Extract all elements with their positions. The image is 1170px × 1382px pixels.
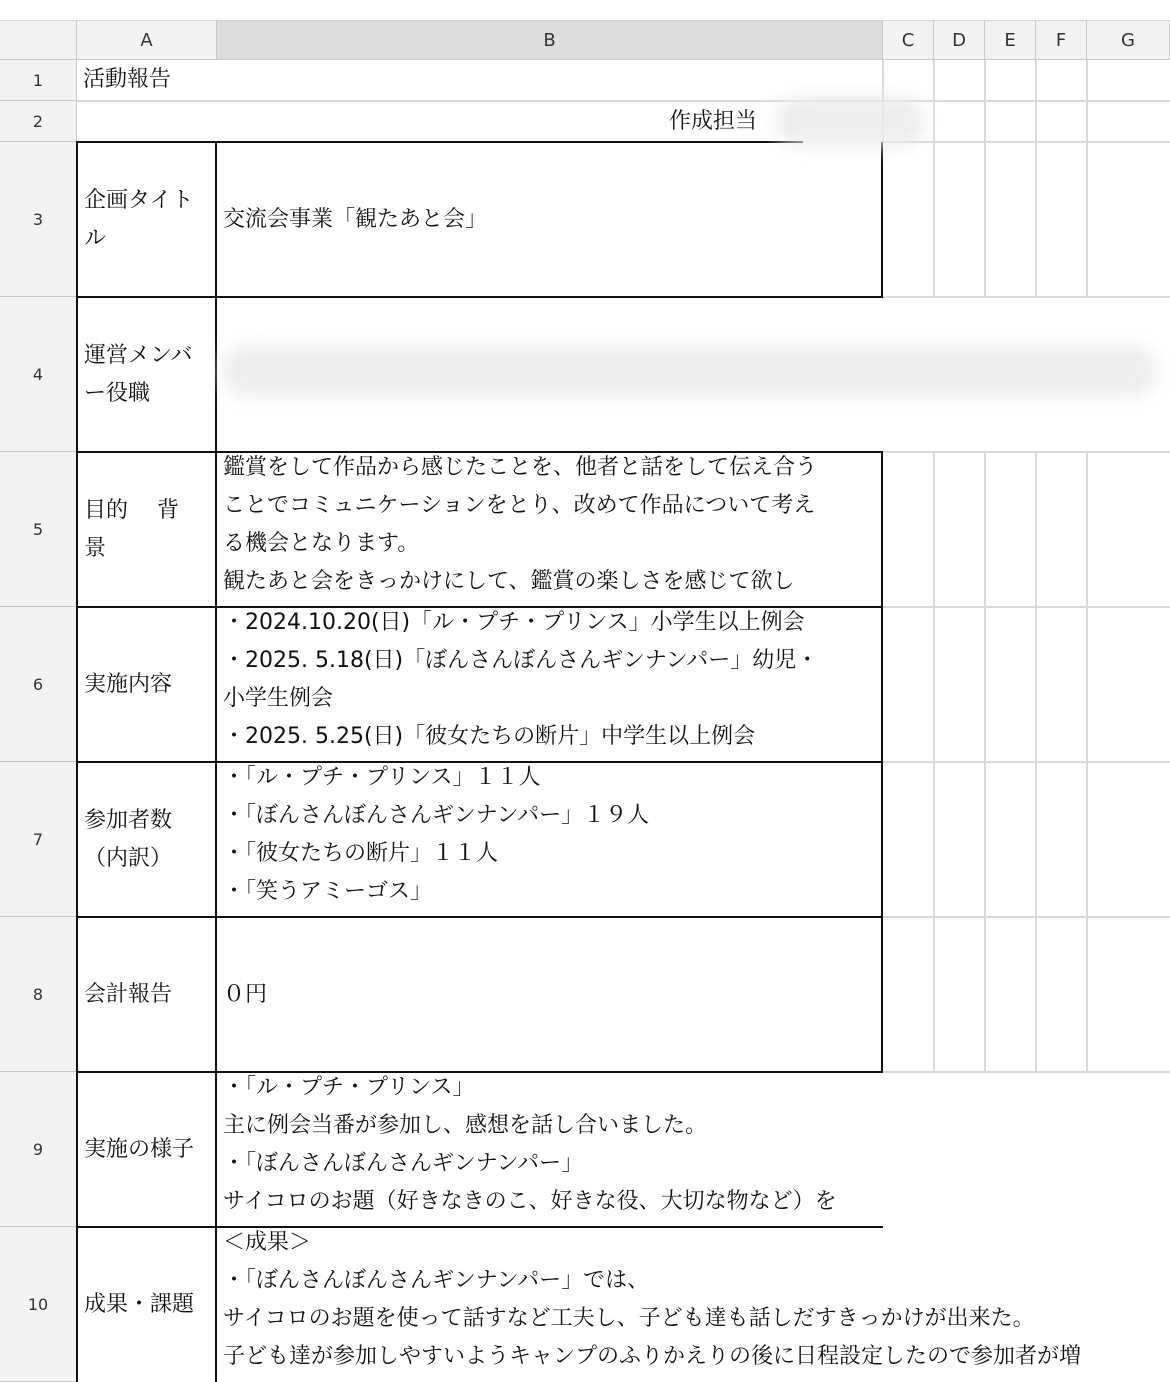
label-line: 会計報告: [84, 981, 173, 1007]
label-line: （内訳）: [84, 845, 173, 871]
gridline: [883, 761, 1170, 763]
cell-a1-title[interactable]: [77, 60, 882, 100]
value-line: ・「ぼんさんぼんさんギンナンパー」１９人: [223, 803, 650, 828]
label-results[interactable]: [78, 1228, 215, 1382]
value-line: 子ども達が参加しやすいようキャンプのふりかえりの後に日程設定したので参加者が増: [223, 1344, 1082, 1369]
value-line: ・2025. 5.25(日)「彼女たちの断片」中学生以上例会: [223, 724, 756, 749]
row-header-2[interactable]: 2: [0, 101, 77, 142]
column-header-c[interactable]: C: [883, 20, 934, 60]
label-line: 成果・課題: [84, 1292, 195, 1317]
label-accounting[interactable]: [78, 918, 215, 1071]
label-line: 目的 背: [84, 497, 179, 523]
value-line: ・2025. 5.18(日)「ぼんさんぼんさんギンナンパー」幼児・: [223, 648, 819, 673]
value-results[interactable]: [217, 1224, 1170, 1382]
gridline: [984, 60, 986, 297]
label-line: 実施内容: [84, 671, 173, 697]
label-line: 景: [84, 535, 107, 561]
value-line: 交流会事業「観たあと会」: [223, 206, 488, 232]
value-line: ・「ル・プチ・プリンス」: [223, 1075, 475, 1100]
label-members[interactable]: [78, 298, 215, 451]
value-line: ・「ぼんさんぼんさんギンナンパー」では、: [223, 1268, 650, 1293]
label-participants[interactable]: [78, 763, 215, 916]
top-margin: [0, 0, 1170, 20]
value-line: ・「ぼんさんぼんさんギンナンパー」: [223, 1151, 584, 1176]
gridline: [984, 452, 986, 1072]
column-header-a[interactable]: A: [77, 20, 217, 60]
value-line: 観たあと会をきっかけにして、鑑賞の楽しさを感じて欲し: [223, 569, 795, 594]
column-header-g[interactable]: G: [1087, 20, 1170, 60]
column-header-e[interactable]: E: [985, 20, 1036, 60]
row-header-8[interactable]: 8: [0, 917, 77, 1072]
row-header-9[interactable]: 9: [0, 1072, 77, 1227]
row-header-3[interactable]: 3: [0, 142, 77, 297]
author-label: 作成担当: [668, 108, 757, 134]
value-line: ・2024.10.20(日)「ル・プチ・プリンス」小学生以上例会: [223, 610, 805, 635]
label-content[interactable]: [78, 608, 215, 761]
gridline: [1086, 60, 1088, 297]
gridline: [1086, 452, 1088, 1072]
redacted-author-name: [775, 96, 925, 146]
label-situation[interactable]: [78, 1073, 215, 1226]
value-line: ・「笑うアミーゴス」: [223, 879, 433, 904]
value-line: ＜成果＞: [223, 1230, 312, 1255]
gridline: [933, 452, 935, 1072]
label-line: 運営メンバ: [84, 342, 193, 368]
value-situation[interactable]: [217, 1069, 1170, 1226]
value-purpose[interactable]: [217, 449, 881, 606]
row-header-7[interactable]: 7: [0, 762, 77, 917]
value-line: ・「彼女たちの断片」１１人: [223, 841, 499, 866]
gridline: [1035, 60, 1037, 297]
gridline: [1035, 452, 1037, 1072]
label-project-title[interactable]: [78, 143, 215, 296]
row-header-6[interactable]: 6: [0, 607, 77, 762]
value-line: ことでコミュニケーションをとり、改めて作品について考え: [223, 493, 816, 518]
value-participants[interactable]: [217, 759, 881, 916]
row-header-5[interactable]: 5: [0, 452, 77, 607]
row-header-10[interactable]: 10: [0, 1227, 77, 1382]
value-project-title[interactable]: [217, 143, 881, 296]
value-line: サイコロのお題を使って話すなど工夫し、子ども達も話しだすきっかけが出来た。: [223, 1306, 1035, 1331]
value-line: 小学生例会: [223, 686, 334, 711]
value-accounting[interactable]: [217, 918, 881, 1071]
value-content[interactable]: [217, 604, 881, 761]
value-line: サイコロのお題（好きなきのこ、好きな役、大切な物など）を: [223, 1189, 837, 1214]
column-header-d[interactable]: D: [934, 20, 985, 60]
gridline: [933, 60, 935, 297]
gridline: [883, 451, 1170, 453]
label-line: ー役職: [84, 380, 151, 406]
row-header-1[interactable]: 1: [0, 60, 77, 101]
redacted-members: [222, 345, 1157, 397]
row-header-4[interactable]: 4: [0, 297, 77, 452]
column-header-b[interactable]: B: [217, 20, 883, 60]
value-line: る機会となります。: [223, 531, 420, 556]
border: [881, 142, 883, 298]
value-line: 鑑賞をして作品から感じたことを、他者と話をして伝え合う: [223, 455, 818, 480]
label-line: 企画タイト: [84, 187, 194, 213]
label-purpose[interactable]: [78, 453, 215, 606]
value-line: ・「ル・プチ・プリンス」１１人: [223, 765, 541, 790]
value-line: 主に例会当番が参加し、感想を話し合いました。: [223, 1113, 708, 1138]
value-line: ０円: [223, 981, 268, 1007]
gridline: [883, 606, 1170, 608]
select-all-corner[interactable]: [0, 20, 77, 60]
gridline: [883, 916, 1170, 918]
sheet-title: 活動報告: [83, 67, 172, 92]
cell-b2-author[interactable]: [217, 101, 757, 142]
column-header-f[interactable]: F: [1036, 20, 1087, 60]
label-line: 参加者数: [84, 807, 173, 833]
label-line: 実施の様子: [84, 1136, 195, 1162]
gridline: [883, 141, 1170, 143]
label-line: ル: [84, 225, 107, 251]
